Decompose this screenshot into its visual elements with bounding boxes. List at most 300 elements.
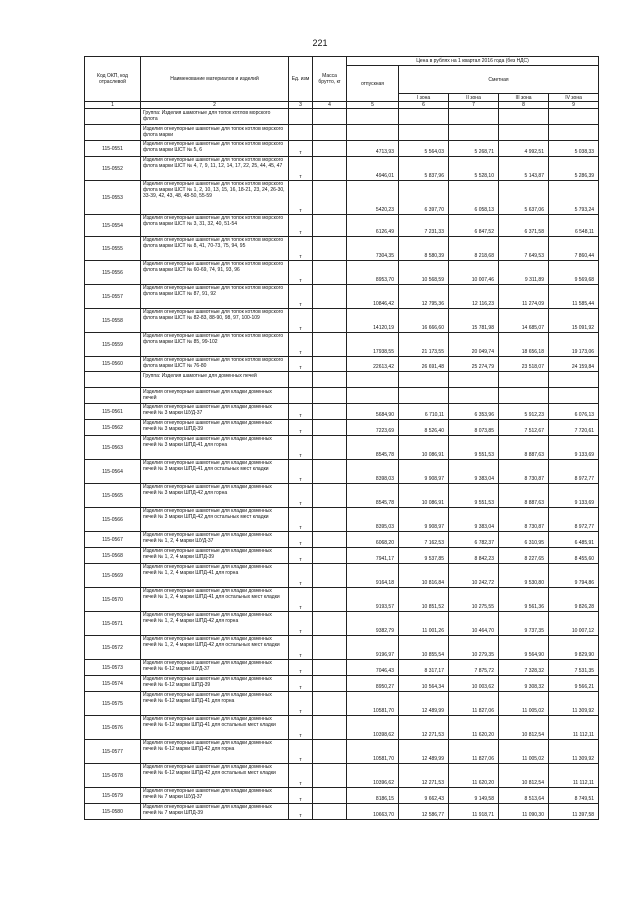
empty-cell	[347, 372, 399, 388]
item-name: Изделия огнеупорные шамотные для топок котлов морского флота марки ШСТ № 85, 99-102	[141, 333, 289, 357]
empty-cell	[549, 109, 599, 125]
item-code: 115-0573	[85, 660, 141, 676]
item-code: 115-0565	[85, 484, 141, 508]
item-mass	[313, 436, 347, 460]
price-zone-3: 8 227,65	[499, 548, 549, 564]
table-row	[85, 764, 599, 788]
price-zone-2: 7 875,72	[449, 660, 499, 676]
price-release: 9382,79	[347, 612, 399, 636]
price-zone-3: 11 005,02	[499, 692, 549, 716]
price-zone-3: 6 371,58	[499, 215, 549, 237]
price-zone-1: 6 397,70	[399, 181, 449, 215]
header-zone-1: I зона	[399, 94, 449, 102]
item-name: Изделия огнеупорные шамотные для кладки доменных печей № 1, 2, 4 марки ШПД-39	[141, 548, 289, 564]
price-zone-3: 18 656,18	[499, 333, 549, 357]
item-mass	[313, 804, 347, 820]
empty-cell	[499, 125, 549, 141]
item-unit: т	[289, 660, 313, 676]
item-mass	[313, 357, 347, 372]
item-unit: т	[289, 564, 313, 588]
item-code: 115-0572	[85, 636, 141, 660]
price-zone-1: 10 851,52	[399, 588, 449, 612]
item-name: Изделия огнеупорные шамотные для кладки доменных печей № 6-12 марки ШПД-42 для горна	[141, 740, 289, 764]
item-name: Изделия огнеупорные шамотные для кладки доменных печей № 6-12 марки ШПД-41 для остальных мест кладки	[141, 716, 289, 740]
price-release: 5684,90	[347, 404, 399, 420]
item-unit: т	[289, 404, 313, 420]
item-unit: т	[289, 788, 313, 804]
price-zone-1: 10 568,59	[399, 261, 449, 285]
price-release: 10581,70	[347, 692, 399, 716]
item-mass	[313, 333, 347, 357]
item-unit: т	[289, 261, 313, 285]
item-mass	[313, 157, 347, 181]
col-number: 7	[449, 102, 499, 109]
item-mass	[313, 588, 347, 612]
price-release: 7304,35	[347, 237, 399, 261]
price-zone-3: 10 812,54	[499, 764, 549, 788]
table-row	[85, 660, 599, 676]
empty-cell	[289, 109, 313, 125]
price-zone-4: 8 749,51	[549, 788, 599, 804]
item-mass	[313, 764, 347, 788]
table-row	[85, 357, 599, 372]
price-zone-3: 9 311,89	[499, 261, 549, 285]
price-zone-2: 5 268,71	[449, 141, 499, 157]
price-zone-1: 21 173,55	[399, 333, 449, 357]
price-zone-1: 12 271,53	[399, 716, 449, 740]
price-zone-4: 15 091,92	[549, 309, 599, 333]
empty-cell	[549, 372, 599, 388]
item-unit: т	[289, 357, 313, 372]
table-row	[85, 716, 599, 740]
price-zone-3: 5 637,06	[499, 181, 549, 215]
item-name: Изделия огнеупорные шамотные для кладки доменных печей № 6-12 марки ШПД-39	[141, 676, 289, 692]
price-zone-4: 10 007,12	[549, 612, 599, 636]
table-row	[85, 692, 599, 716]
price-zone-1: 7 231,33	[399, 215, 449, 237]
item-name: Изделия огнеупорные шамотные для кладки доменных печей № 1, 2, 4 марки ШПД-42 для горна	[141, 612, 289, 636]
table-row	[85, 261, 599, 285]
price-release: 14120,19	[347, 309, 399, 333]
price-zone-2: 11 620,20	[449, 716, 499, 740]
item-mass	[313, 660, 347, 676]
item-mass	[313, 508, 347, 532]
price-zone-1: 10 086,91	[399, 484, 449, 508]
item-code: 115-0553	[85, 181, 141, 215]
price-release: 9196,97	[347, 636, 399, 660]
price-release: 10663,70	[347, 804, 399, 820]
header-mass: Масса брутто, кг	[313, 57, 347, 102]
table-row	[85, 420, 599, 436]
price-zone-1: 8 580,39	[399, 237, 449, 261]
row-code	[85, 372, 141, 388]
item-name: Изделия огнеупорные шамотные для топок котлов морского флота марки ШСТ № 82-83, 88-90, 98, 97, 100-109	[141, 309, 289, 333]
price-zone-3: 9 561,36	[499, 588, 549, 612]
price-zone-3: 9 308,32	[499, 676, 549, 692]
header-zone-2: II зона	[449, 94, 499, 102]
item-mass	[313, 564, 347, 588]
page-number: 221	[312, 38, 328, 48]
empty-cell	[399, 372, 449, 388]
price-release: 6068,20	[347, 532, 399, 548]
price-zone-1: 9 662,43	[399, 788, 449, 804]
row-code	[85, 125, 141, 141]
item-name: Изделия огнеупорные шамотные для топок котлов морского флота марки ШСТ № 4, 7, 9, 11, 12, 14, 17, 22, 25, 44, 45, 47	[141, 157, 289, 181]
table-row	[85, 740, 599, 764]
price-zone-2: 25 274,79	[449, 357, 499, 372]
price-zone-2: 5 528,10	[449, 157, 499, 181]
item-code: 115-0561	[85, 404, 141, 420]
item-code: 115-0578	[85, 764, 141, 788]
header-estimated: Сметная	[399, 66, 599, 94]
price-release: 8953,70	[347, 261, 399, 285]
price-zone-3: 11 005,02	[499, 740, 549, 764]
price-zone-1: 5 837,96	[399, 157, 449, 181]
col-number: 9	[549, 102, 599, 109]
price-release: 4713,93	[347, 141, 399, 157]
item-unit: т	[289, 157, 313, 181]
empty-cell	[313, 388, 347, 404]
item-mass	[313, 548, 347, 564]
item-name: Изделия огнеупорные шамотные для кладки доменных печей № 1, 2, 4 марки ШПД-41 для горна	[141, 564, 289, 588]
item-code: 115-0563	[85, 436, 141, 460]
price-zone-4: 9 133,69	[549, 436, 599, 460]
price-zone-1: 11 001,26	[399, 612, 449, 636]
price-zone-4: 9 566,21	[549, 676, 599, 692]
item-name: Изделия огнеупорные шамотные для кладки доменных печей № 1, 2, 4 марки ШПД-41 для остальных мест кладки	[141, 588, 289, 612]
price-release: 6126,49	[347, 215, 399, 237]
price-zone-2: 11 918,71	[449, 804, 499, 820]
item-unit: т	[289, 612, 313, 636]
item-name: Изделия огнеупорные шамотные для кладки доменных печей № 6-12 марки ШПД-41 для горна	[141, 692, 289, 716]
empty-cell	[289, 388, 313, 404]
item-mass	[313, 181, 347, 215]
price-zone-1: 12 489,99	[399, 692, 449, 716]
price-zone-2: 11 827,06	[449, 692, 499, 716]
price-zone-4: 11 112,11	[549, 764, 599, 788]
price-zone-2: 12 116,23	[449, 285, 499, 309]
item-code: 115-0557	[85, 285, 141, 309]
price-zone-1: 7 162,53	[399, 532, 449, 548]
empty-cell	[313, 372, 347, 388]
price-release: 8395,03	[347, 508, 399, 532]
table-row	[85, 215, 599, 237]
price-release: 17938,55	[347, 333, 399, 357]
item-name: Изделия огнеупорные шамотные для кладки доменных печей № 3 марки ШУД-37	[141, 404, 289, 420]
item-unit: т	[289, 740, 313, 764]
empty-cell	[549, 125, 599, 141]
price-zone-4: 7 860,44	[549, 237, 599, 261]
price-table-sheet	[84, 56, 598, 820]
table-row	[85, 404, 599, 420]
item-code: 115-0566	[85, 508, 141, 532]
item-name: Изделия огнеупорные шамотные для кладки доменных печей № 6-12 марки ШПД-42 для остальных мест кладки	[141, 764, 289, 788]
item-name: Изделия огнеупорные шамотные для кладки доменных печей № 3 марки ШПД-39	[141, 420, 289, 436]
price-table	[84, 56, 599, 820]
price-zone-4: 19 173,06	[549, 333, 599, 357]
price-zone-3: 14 685,07	[499, 309, 549, 333]
price-zone-2: 10 464,70	[449, 612, 499, 636]
price-zone-3: 8 887,63	[499, 484, 549, 508]
price-zone-1: 9 908,97	[399, 460, 449, 484]
item-name: Изделия огнеупорные шамотные для топок котлов морского флота марки ШСТ № 76-80	[141, 357, 289, 372]
price-zone-2: 9 383,04	[449, 460, 499, 484]
empty-cell	[289, 372, 313, 388]
price-zone-3: 7 328,32	[499, 660, 549, 676]
table-row	[85, 484, 599, 508]
item-name: Изделия огнеупорные шамотные для топок котлов морского флота марки ШСТ № 5, 6	[141, 141, 289, 157]
price-zone-4: 11 585,44	[549, 285, 599, 309]
item-code: 115-0576	[85, 716, 141, 740]
price-zone-2: 8 218,68	[449, 237, 499, 261]
item-unit: т	[289, 508, 313, 532]
table-row	[85, 804, 599, 820]
item-name: Изделия огнеупорные шамотные для кладки доменных печей № 3 марки ШПД-41 для остальных мест кладки	[141, 460, 289, 484]
item-unit: т	[289, 436, 313, 460]
price-release: 10396,62	[347, 764, 399, 788]
item-code: 115-0552	[85, 157, 141, 181]
item-mass	[313, 237, 347, 261]
table-row	[85, 181, 599, 215]
item-name: Изделия огнеупорные шамотные для топок котлов морского флота марки ШСТ № 87, 91, 92	[141, 285, 289, 309]
price-release: 10846,42	[347, 285, 399, 309]
price-zone-1: 12 271,53	[399, 764, 449, 788]
header-code: Код ОКП, код отраслевой	[85, 57, 141, 102]
table-row	[85, 588, 599, 612]
price-zone-4: 7 531,35	[549, 660, 599, 676]
empty-cell	[347, 109, 399, 125]
subgroup-title: Изделия огнеупорные шамотные для кладки доменных печей	[141, 388, 289, 404]
item-code: 115-0579	[85, 788, 141, 804]
col-number: 1	[85, 102, 141, 109]
item-unit: т	[289, 484, 313, 508]
item-unit: т	[289, 215, 313, 237]
price-zone-3: 8 513,64	[499, 788, 549, 804]
item-code: 115-0559	[85, 333, 141, 357]
item-name: Изделия огнеупорные шамотные для топок котлов морского флота марки ШСТ № 1, 2, 10, 13, 15, 16, 18-21, 23, 24, 26-30, 33-39, 42, 43, 48, 48-50, 55-59	[141, 181, 289, 215]
group-title: Группа: Изделия шамотные для доменных печей	[141, 372, 289, 388]
price-zone-2: 15 781,98	[449, 309, 499, 333]
price-zone-2: 10 279,35	[449, 636, 499, 660]
item-code: 115-0555	[85, 237, 141, 261]
item-code: 115-0567	[85, 532, 141, 548]
price-zone-3: 10 812,54	[499, 716, 549, 740]
price-zone-1: 5 564,03	[399, 141, 449, 157]
price-release: 7223,69	[347, 420, 399, 436]
price-zone-2: 10 242,72	[449, 564, 499, 588]
item-code: 115-0554	[85, 215, 141, 237]
price-release: 9164,18	[347, 564, 399, 588]
price-release: 8950,27	[347, 676, 399, 692]
table-row	[85, 548, 599, 564]
empty-cell	[347, 125, 399, 141]
item-unit: т	[289, 333, 313, 357]
table-row	[85, 788, 599, 804]
price-zone-1: 10 816,84	[399, 564, 449, 588]
empty-cell	[499, 372, 549, 388]
price-zone-2: 9 149,58	[449, 788, 499, 804]
item-unit: т	[289, 181, 313, 215]
item-name: Изделия огнеупорные шамотные для кладки доменных печей № 3 марки ШПД-42 для горна	[141, 484, 289, 508]
row-code	[85, 388, 141, 404]
item-code: 115-0558	[85, 309, 141, 333]
item-code: 115-0560	[85, 357, 141, 372]
item-mass	[313, 532, 347, 548]
table-row	[85, 436, 599, 460]
item-code: 115-0569	[85, 564, 141, 588]
price-zone-3: 11 090,30	[499, 804, 549, 820]
empty-cell	[313, 125, 347, 141]
empty-cell	[399, 109, 449, 125]
item-mass	[313, 285, 347, 309]
col-number: 5	[347, 102, 399, 109]
price-zone-3: 9 737,35	[499, 612, 549, 636]
item-unit: т	[289, 804, 313, 820]
price-zone-3: 9 564,90	[499, 636, 549, 660]
item-mass	[313, 788, 347, 804]
item-unit: т	[289, 309, 313, 333]
price-zone-3: 5 912,23	[499, 404, 549, 420]
group-row	[85, 372, 599, 388]
price-zone-4: 6 485,91	[549, 532, 599, 548]
price-zone-3: 23 518,07	[499, 357, 549, 372]
item-mass	[313, 716, 347, 740]
col-number: 6	[399, 102, 449, 109]
header-zone-3: III зона	[499, 94, 549, 102]
table-row	[85, 508, 599, 532]
header-zone-4: IV зона	[549, 94, 599, 102]
table-row	[85, 676, 599, 692]
col-number: 2	[141, 102, 289, 109]
price-zone-3: 8 730,87	[499, 508, 549, 532]
item-unit: т	[289, 692, 313, 716]
price-zone-4: 24 159,84	[549, 357, 599, 372]
item-mass	[313, 261, 347, 285]
price-zone-4: 8 455,60	[549, 548, 599, 564]
price-zone-3: 11 274,09	[499, 285, 549, 309]
price-zone-4: 9 569,68	[549, 261, 599, 285]
price-zone-3: 8 730,87	[499, 460, 549, 484]
item-name: Изделия огнеупорные шамотные для топок котлов морского флота марки ШСТ № 60-69, 74, 91, 93, 96	[141, 261, 289, 285]
item-code: 115-0564	[85, 460, 141, 484]
price-zone-1: 16 666,60	[399, 309, 449, 333]
price-zone-4: 11 309,92	[549, 740, 599, 764]
item-unit: т	[289, 636, 313, 660]
price-release: 7046,43	[347, 660, 399, 676]
table-row	[85, 612, 599, 636]
subgroup-row	[85, 388, 599, 404]
table-row	[85, 237, 599, 261]
price-zone-4: 8 972,77	[549, 460, 599, 484]
item-code: 115-0577	[85, 740, 141, 764]
item-mass	[313, 404, 347, 420]
price-zone-3: 7 649,53	[499, 237, 549, 261]
price-zone-1: 12 489,99	[399, 740, 449, 764]
price-zone-1: 8 526,40	[399, 420, 449, 436]
table-row	[85, 564, 599, 588]
col-number: 8	[499, 102, 549, 109]
price-zone-4: 5 793,24	[549, 181, 599, 215]
table-row	[85, 141, 599, 157]
item-code: 115-0562	[85, 420, 141, 436]
empty-cell	[313, 109, 347, 125]
table-row	[85, 636, 599, 660]
item-code: 115-0568	[85, 548, 141, 564]
empty-cell	[449, 125, 499, 141]
header-row-1	[85, 57, 599, 66]
price-release: 8545,78	[347, 484, 399, 508]
price-zone-4: 9 826,28	[549, 588, 599, 612]
price-zone-4: 11 309,92	[549, 692, 599, 716]
price-release: 4946,01	[347, 157, 399, 181]
price-zone-4: 6 548,11	[549, 215, 599, 237]
empty-cell	[399, 388, 449, 404]
price-zone-3: 6 310,95	[499, 532, 549, 548]
item-unit: т	[289, 588, 313, 612]
empty-cell	[289, 125, 313, 141]
table-row	[85, 532, 599, 548]
item-mass	[313, 740, 347, 764]
group-title: Группа: Изделия шамотные для топок котлов морского флота	[141, 109, 289, 125]
item-name: Изделия огнеупорные шамотные для топок котлов морского флота марки ШСТ № 8, 41, 70-73, 75, 94, 95	[141, 237, 289, 261]
price-zone-1: 9 537,85	[399, 548, 449, 564]
price-release: 22613,42	[347, 357, 399, 372]
price-zone-1: 9 908,97	[399, 508, 449, 532]
price-zone-1: 12 586,77	[399, 804, 449, 820]
price-zone-2: 6 058,13	[449, 181, 499, 215]
empty-cell	[449, 109, 499, 125]
price-zone-2: 9 551,53	[449, 436, 499, 460]
price-zone-4: 8 972,77	[549, 508, 599, 532]
item-unit: т	[289, 420, 313, 436]
price-zone-3: 9 530,80	[499, 564, 549, 588]
empty-cell	[449, 372, 499, 388]
price-zone-2: 20 049,74	[449, 333, 499, 357]
header-price: Цена в рублях на 1 квартал 2016 года (без НДС)	[347, 57, 599, 66]
item-name: Изделия огнеупорные шамотные для кладки доменных печей № 7 марки ШПД-39	[141, 804, 289, 820]
item-unit: т	[289, 237, 313, 261]
price-zone-2: 6 847,52	[449, 215, 499, 237]
table-row	[85, 333, 599, 357]
col-number: 4	[313, 102, 347, 109]
price-zone-3: 8 887,63	[499, 436, 549, 460]
col-number: 3	[289, 102, 313, 109]
item-code: 115-0575	[85, 692, 141, 716]
item-mass	[313, 141, 347, 157]
price-zone-1: 6 710,11	[399, 404, 449, 420]
empty-cell	[549, 388, 599, 404]
item-name: Изделия огнеупорные шамотные для кладки доменных печей № 1, 2, 4 марки ШУД-37	[141, 532, 289, 548]
item-mass	[313, 460, 347, 484]
price-zone-3: 7 512,67	[499, 420, 549, 436]
price-zone-2: 10 003,62	[449, 676, 499, 692]
price-zone-2: 8 073,85	[449, 420, 499, 436]
empty-cell	[499, 109, 549, 125]
group-row	[85, 109, 599, 125]
price-zone-4: 9 133,69	[549, 484, 599, 508]
item-mass	[313, 612, 347, 636]
price-zone-4: 11 112,11	[549, 716, 599, 740]
subgroup-title: Изделия огнеупорные шамотные для топок котлов морского флота марки	[141, 125, 289, 141]
price-release: 8545,78	[347, 436, 399, 460]
header-name: Наименование материалов и изделий	[141, 57, 289, 102]
price-zone-4: 6 076,13	[549, 404, 599, 420]
price-zone-1: 10 564,34	[399, 676, 449, 692]
price-zone-2: 11 620,20	[449, 764, 499, 788]
item-code: 115-0551	[85, 141, 141, 157]
price-zone-2: 6 353,96	[449, 404, 499, 420]
subgroup-row	[85, 125, 599, 141]
